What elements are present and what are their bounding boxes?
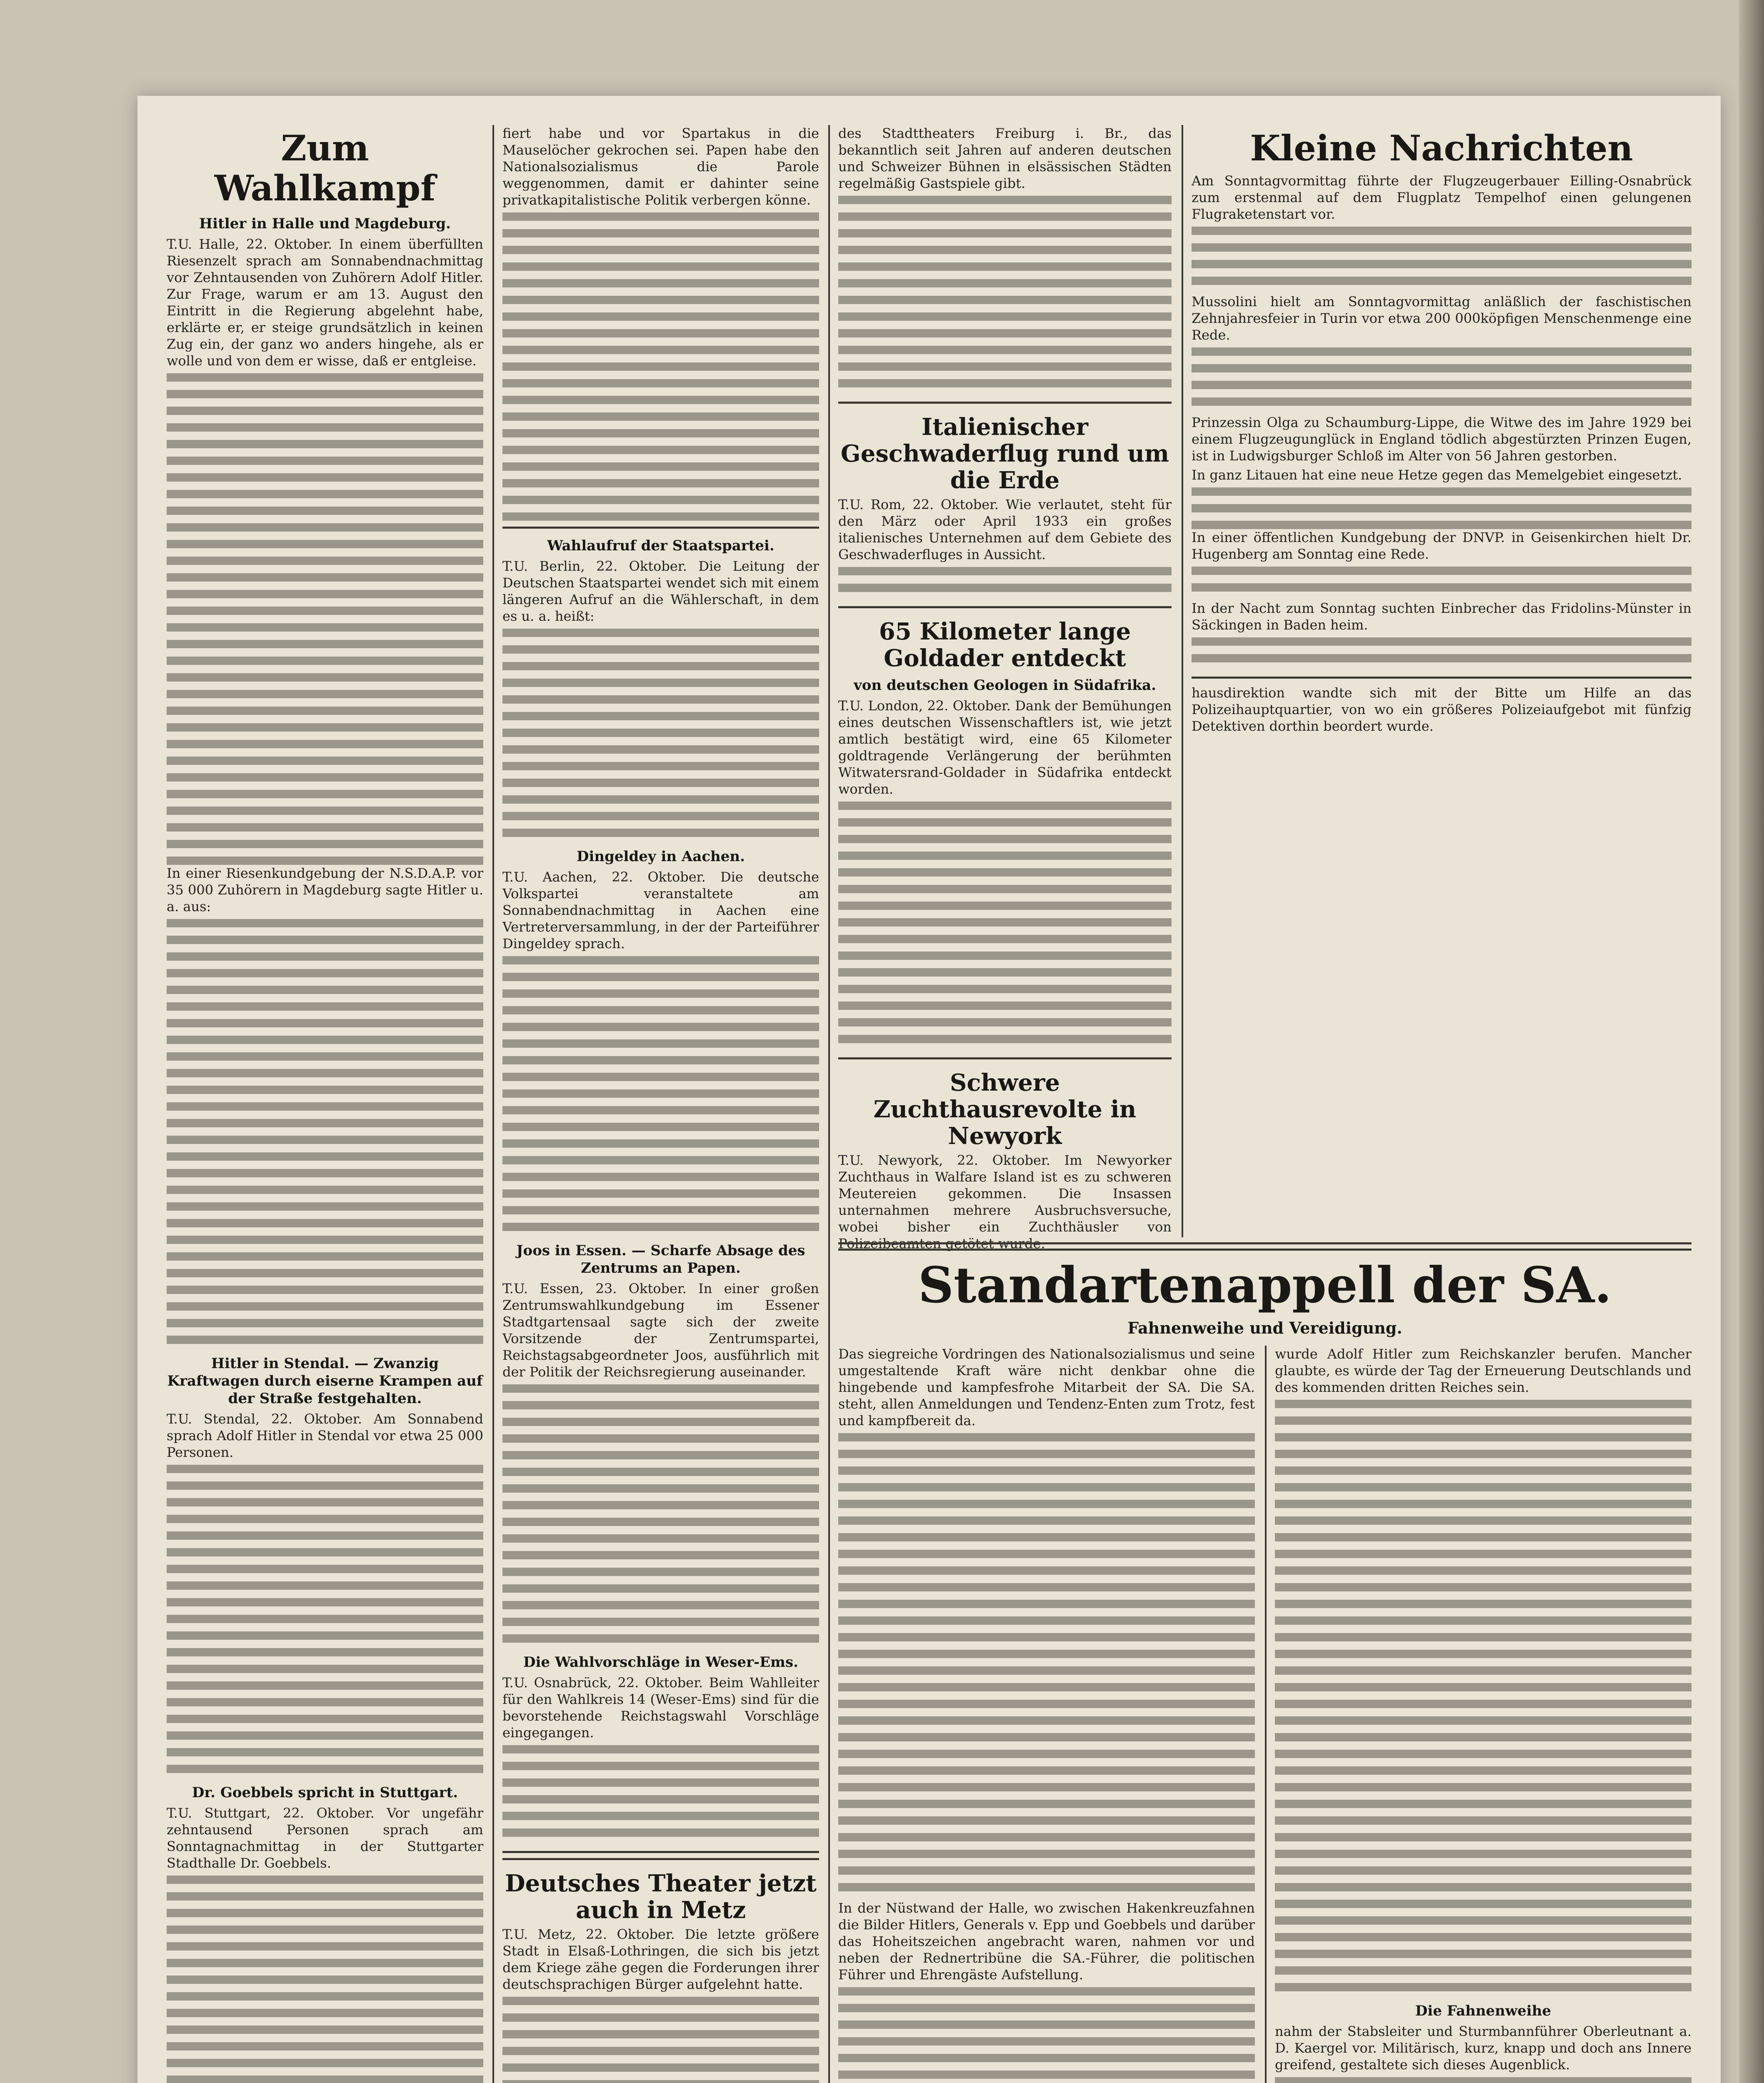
column-standartenappell-left bbox=[838, 1346, 1255, 2083]
text-block bbox=[1275, 1400, 1692, 2000]
text-block bbox=[1192, 487, 1692, 529]
article-sa-halle: In der Nüstwand der Halle, wo zwischen Hakenkreuzfahnen die Bilder Hitlers, Generals v. Epp und Goebbels und darüber das Hoheitszeichen angebracht waren, nahmen vor und neben der Rednertribüne die SA.-Führer, die politischen Führer und Ehrengäste Aufstellung. bbox=[838, 1900, 1255, 1983]
text-block bbox=[502, 956, 819, 1239]
article-aachen: T.U. Aachen, 22. Oktober. Die deutsche Volkspartei veranstaltete am Sonnabendnachmittag in Aachen eine Vertreterversammlung, in der der Parteiführer Dingeldey sprach. bbox=[502, 869, 819, 952]
article-essen: T.U. Essen, 23. Oktober. In einer großen Zentrumswahlkundgebung im Essener Stadtgartensaal sagte sich der zweite Vorsitzende der Zentrumspartei, Reichstagsabgeordneter Joos, ausführlich mit der Politik der Reichsregierung auseinander. bbox=[502, 1281, 819, 1380]
text-block bbox=[838, 196, 1172, 396]
article-sa-fahnenweihe: nahm der Stabsleiter und Sturmbannführer Oberleutnant a. D. Kaergel vor. Militärisch, kurz, knapp und doch ans Innere greifend, gestaltete sich dieses Augenblick. bbox=[1275, 2023, 1692, 2073]
article-osnabrueck: T.U. Osnabrück, 22. Oktober. Beim Wahlleiter für den Wahlkreis 14 (Weser-Ems) sind für die bevorstehende Reichstagswahl Vorschläge eingegangen. bbox=[502, 1675, 819, 1741]
text-block bbox=[1192, 227, 1692, 293]
headline-zum-wahlkampf: Zum Wahlkampf bbox=[214, 127, 436, 209]
column-politics bbox=[502, 125, 819, 2083]
text-block bbox=[502, 1384, 819, 1651]
text-block bbox=[502, 1745, 819, 1845]
article-magdeburg: In einer Riesenkundgebung der N.S.D.A.P. vor 35 000 Zuhörern in Magdeburg sagte Hitler u. a. aus: bbox=[167, 865, 483, 914]
article-metz: T.U. Metz, 22. Oktober. Die letzte größere Stadt in Elsaß-Lothringen, die sich bis jetzt dem Kriege zähe gegen die Forderungen ihrer deutschsprachigen Bürger aufgelehnt hatte. bbox=[502, 1926, 819, 1992]
text-block bbox=[167, 919, 483, 1352]
column-foreign bbox=[838, 125, 1172, 1251]
news-einbruch: In der Nacht zum Sonntag suchten Einbrecher das Fridolins-Münster in Säckingen in Baden heim. bbox=[1192, 600, 1692, 633]
column-standartenappell-right bbox=[1275, 1346, 1692, 2083]
article-stuttgart: T.U. Stuttgart, 22. Oktober. Vor ungefähr zehntausend Personen sprach am Sonntagnachmittag in der Stuttgarter Stadthalle Dr. Goebbels. bbox=[167, 1805, 483, 1871]
section-rule bbox=[502, 527, 819, 529]
wide-article-rule bbox=[838, 1242, 1692, 1251]
news-mussolini: Mussolini hielt am Sonntagvormittag anläßlich der faschistischen Zehnjahresfeier in Turin vor etwa 200 000köpfigen Menschenmenge eine Rede. bbox=[1192, 294, 1692, 343]
subhead-staatspartei: Wahlaufruf der Staatspartei. bbox=[547, 537, 775, 554]
news-zuchthaus-continued: hausdirektion wandte sich mit der Bitte um Hilfe an das Polizeihauptquartier, von wo ein größeres Polizeiaufgebot mit fünfzig Detektiven dorthin beordert wurde. bbox=[1192, 685, 1692, 734]
section-rule bbox=[838, 606, 1172, 608]
headline-theater-metz: Deutsches Theater jetzt auch in Metz bbox=[505, 1870, 817, 1924]
article-freiburg: des Stadttheaters Freiburg i. Br., das bekanntlich seit Jahren auf anderen deutschen und Schweizer Bühnen in elsässischen Städten regelmäßig Gastspiele gibt. bbox=[838, 125, 1172, 191]
news-litauen: In ganz Litauen hat eine neue Hetze gegen das Memelgebiet eingesetzt. bbox=[1192, 467, 1682, 483]
column-rule bbox=[1265, 1346, 1267, 2083]
column-kleine-nachrichten bbox=[1192, 125, 1692, 1237]
text-block bbox=[502, 1997, 819, 2083]
headline-geschwaderflug: Italienischer Geschwaderflug rund um die Erde bbox=[840, 413, 1169, 494]
text-block bbox=[502, 212, 819, 521]
text-block bbox=[167, 1465, 483, 1781]
text-block bbox=[838, 802, 1172, 1051]
column-rule bbox=[492, 125, 494, 2083]
subhead-stendal: Hitler in Stendal. — Zwanzig Kraftwagen durch eiserne Krampen auf der Straße festgehalten. bbox=[167, 1355, 483, 1407]
book-binding bbox=[1739, 0, 1764, 2083]
article-sa-intro: Das siegreiche Vordringen des Nationalsozialismus und seine umgestaltende Kraft wäre nicht denkbar ohne die hingebende und kampfesfrohe Mitarbeit der SA. Die SA. steht, allen Anmeldungen und Tendenz-Enten zum Trotz, fest und kampfbereit da. bbox=[838, 1346, 1255, 1429]
text-block bbox=[1192, 347, 1692, 414]
text-block bbox=[167, 1876, 483, 2083]
news-prinzessin-olga: Prinzessin Olga zu Schaumburg-Lippe, die Witwe des im Jahre 1929 bei einem Flugzeugunglück in England tödlich abgestürzten Prinzen Eugen, ist in Ludwigsburger Schloß im Alter von 56 Jahren gestorben. bbox=[1192, 415, 1692, 464]
text-block bbox=[167, 373, 483, 865]
column-rule bbox=[828, 125, 830, 2083]
headline-kleine-nachrichten: Kleine Nachrichten bbox=[1250, 127, 1633, 169]
headline-goldader: 65 Kilometer lange Goldader entdeckt bbox=[879, 618, 1131, 672]
subhead-joos: Joos in Essen. — Scharfe Absage des Zentrums an Papen. bbox=[516, 1242, 805, 1276]
subhead-geologen: von deutschen Geologen in Südafrika. bbox=[854, 677, 1156, 694]
subhead-fahnenweihe: Fahnenweihe und Vereidigung. bbox=[1127, 1319, 1402, 1337]
subhead-fahnenweihe-section: Die Fahnenweihe bbox=[1415, 2003, 1552, 2019]
text-block bbox=[1192, 567, 1692, 600]
column-rule bbox=[1182, 125, 1183, 1237]
article-stendal: T.U. Stendal, 22. Oktober. Am Sonnabend sprach Adolf Hitler in Stendal vor etwa 25 000 Personen. bbox=[167, 1411, 483, 1460]
article-halle: T.U. Halle, 22. Oktober. In einem überfüllten Riesenzelt sprach am Sonnabendnachmittag vor Zehntausenden von Zuhörern Adolf Hitler. Zur Frage, warum er am 13. August den Eintritt in die Regierung abgelehnt habe, erklärte er, er steige grundsätzlich in keinen Zug ein, der ganz wo anders hingehe, als er wolle und von dem er wisse, daß er entgleise. bbox=[167, 236, 483, 369]
subhead-dingeldey: Dingeldey in Aachen. bbox=[577, 848, 745, 865]
text-block bbox=[1275, 2077, 1692, 2083]
article-newyork: T.U. Newyork, 22. Oktober. Im Newyorker Zuchthaus in Walfare Island ist es zu schweren Meutereien gekommen. Die Insassen unternahmen mehrere Ausbruchsversuche, wobei bisher ein Zuchthäusler von Polizeibeamten getötet wurde. bbox=[838, 1152, 1172, 1251]
subhead-weser-ems: Die Wahlvorschläge in Weser-Ems. bbox=[523, 1654, 799, 1671]
column-wahlkampf bbox=[167, 125, 483, 2083]
section-rule bbox=[1192, 677, 1692, 679]
section-rule bbox=[838, 402, 1172, 404]
newspaper-page bbox=[137, 96, 1721, 2083]
text-block bbox=[838, 1987, 1255, 2083]
headline-standartenappell: Standartenappell der SA. bbox=[918, 1256, 1612, 1314]
article-sa-hitler: wurde Adolf Hitler zum Reichskanzler berufen. Mancher glaubte, es würde der Tag der Erneuerung Deutschlands und des kommenden dritten Reiches sein. bbox=[1275, 1346, 1692, 1395]
news-hugenberg: In einer öffentlichen Kundgebung der DNVP. in Geisenkirchen hielt Dr. Hugenberg am Sonntag eine Rede. bbox=[1192, 529, 1692, 562]
text-block bbox=[838, 567, 1172, 600]
article-rom: T.U. Rom, 22. Oktober. Wie verlautet, steht für den März oder April 1933 ein großes italienisches Unternehmen auf dem Gebiete des Geschwaderfluges in Aussicht. bbox=[838, 497, 1172, 562]
subhead-goebbels: Dr. Goebbels spricht in Stuttgart. bbox=[192, 1784, 458, 1801]
subhead-hitler-halle: Hitler in Halle und Magdeburg. bbox=[199, 215, 451, 232]
section-rule bbox=[502, 1851, 819, 1860]
headline-zuchthausrevolte: Schwere Zuchthausrevolte in Newyork bbox=[873, 1069, 1137, 1150]
text-block bbox=[838, 1433, 1255, 1900]
section-rule bbox=[838, 1057, 1172, 1059]
text-block bbox=[1192, 637, 1692, 671]
news-flugrakete: Am Sonntagvormittag führte der Flugzeugerbauer Eilling-Osnabrück zum erstenmal auf dem Flugplatz Tempelhof einen gelungenen Flugraketenstart vor. bbox=[1192, 173, 1692, 222]
article-continued: fiert habe und vor Spartakus in die Mauselöcher gekrochen sei. Papen habe den Nationalsozialismus die Parole weggenommen, damit er dahinter seine privatkapitalistische Politik verbergen könne. bbox=[502, 125, 819, 208]
article-london: T.U. London, 22. Oktober. Dank der Bemühungen eines deutschen Wissenschaftlers ist, wie jetzt amtlich bestätigt wird, eine 65 Kilometer goldtragende Verlängerung der berühmten Witwatersrand-Goldader in Südafrika entdeckt worden. bbox=[838, 698, 1172, 797]
article-berlin: T.U. Berlin, 22. Oktober. Die Leitung der Deutschen Staatspartei wendet sich mit einem längeren Aufruf an die Wählerschaft, in dem es u. a. heißt: bbox=[502, 558, 819, 624]
text-block bbox=[502, 629, 819, 845]
